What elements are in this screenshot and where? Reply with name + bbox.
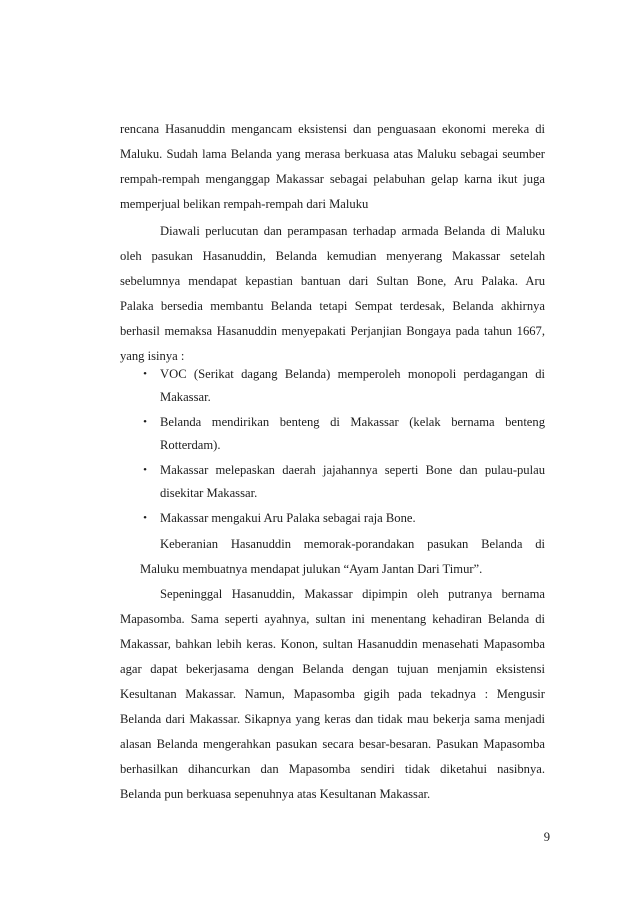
paragraph-line: Palaka bersedia membantu Belanda tetapi Sempat terdesak, Belanda akhirnya bbox=[120, 299, 545, 313]
paragraph-line: berhasil memaksa Hasanuddin menyepakati Perjanjian Bongaya pada tahun 1667, bbox=[120, 324, 545, 338]
paragraph-line: Sepeninggal Hasanuddin, Makassar dipimpin oleh putranya bernama bbox=[160, 587, 545, 601]
bullet-icon: • bbox=[143, 368, 147, 380]
paragraph-line: berhasilkan dihancurkan dan Mapasomba sendiri tidak diketahui nasibnya. bbox=[120, 762, 545, 776]
list-item-line: VOC (Serikat dagang Belanda) memperoleh monopoli perdagangan di bbox=[160, 367, 545, 381]
list-item-line: Rotterdam). bbox=[160, 438, 221, 452]
paragraph-line: Maluku membuatnya mendapat julukan “Ayam Jantan Dari Timur”. bbox=[140, 562, 483, 576]
paragraph-line: sebelumnya mendapat kepastian bantuan dari Sultan Bone, Aru Palaka. Aru bbox=[120, 274, 545, 288]
list-item-line: Makassar. bbox=[160, 390, 211, 404]
paragraph-line: Mapasomba. Sama seperti ayahnya, sultan ini menentang kehadiran Belanda di bbox=[120, 612, 545, 626]
list-item-line: disekitar Makassar. bbox=[160, 486, 258, 500]
paragraph-line: Belanda pun berkuasa sepenuhnya atas Kesultanan Makassar. bbox=[120, 787, 431, 801]
paragraph-line: Makassar, bahkan lebih keras. Konon, sultan Hasanuddin menasehati Mapasomba bbox=[120, 637, 545, 651]
list-item-line: Belanda mendirikan benteng di Makassar (kelak bernama benteng bbox=[160, 415, 545, 429]
paragraph-line: agar dapat bekerjasama dengan Belanda dengan tujuan menjamin eksistensi bbox=[120, 662, 545, 676]
paragraph-line: memperjual belikan rempah-rempah dari Maluku bbox=[120, 197, 369, 211]
paragraph-line: Belanda dari Makassar. Sikapnya yang keras dan tidak mau bekerja sama menjadi bbox=[120, 712, 545, 726]
bullet-icon: • bbox=[143, 416, 147, 428]
paragraph-line: Diawali perlucutan dan perampasan terhadap armada Belanda di Maluku bbox=[160, 224, 545, 238]
page-number: 9 bbox=[543, 830, 550, 844]
paragraph-line: alasan Belanda mengerahkan pasukan secara besar-besaran. Pasukan Mapasomba bbox=[120, 737, 545, 751]
paragraph-line: Maluku. Sudah lama Belanda yang merasa berkuasa atas Maluku sebagai seumber bbox=[120, 147, 545, 161]
paragraph-line: oleh pasukan Hasanuddin, Belanda kemudian menyerang Makassar setelah bbox=[120, 249, 545, 263]
paragraph-line: Kesultanan Makassar. Namun, Mapasomba gigih pada tekadnya : Mengusir bbox=[120, 687, 545, 701]
list-item-line: Makassar melepaskan daerah jajahannya seperti Bone dan pulau-pulau bbox=[160, 463, 545, 477]
paragraph-line: rencana Hasanuddin mengancam eksistensi dan penguasaan ekonomi mereka di bbox=[120, 122, 545, 136]
paragraph-line: yang isinya : bbox=[120, 349, 185, 363]
paragraph-line: rempah-rempah menganggap Makassar sebagai pelabuhan gelap karna ikut juga bbox=[120, 172, 545, 186]
paragraph-line: Keberanian Hasanuddin memorak-porandakan pasukan Belanda di bbox=[160, 537, 545, 551]
bullet-icon: • bbox=[143, 512, 147, 524]
list-item-line: Makassar mengakui Aru Palaka sebagai raja Bone. bbox=[160, 511, 416, 525]
bullet-icon: • bbox=[143, 464, 147, 476]
